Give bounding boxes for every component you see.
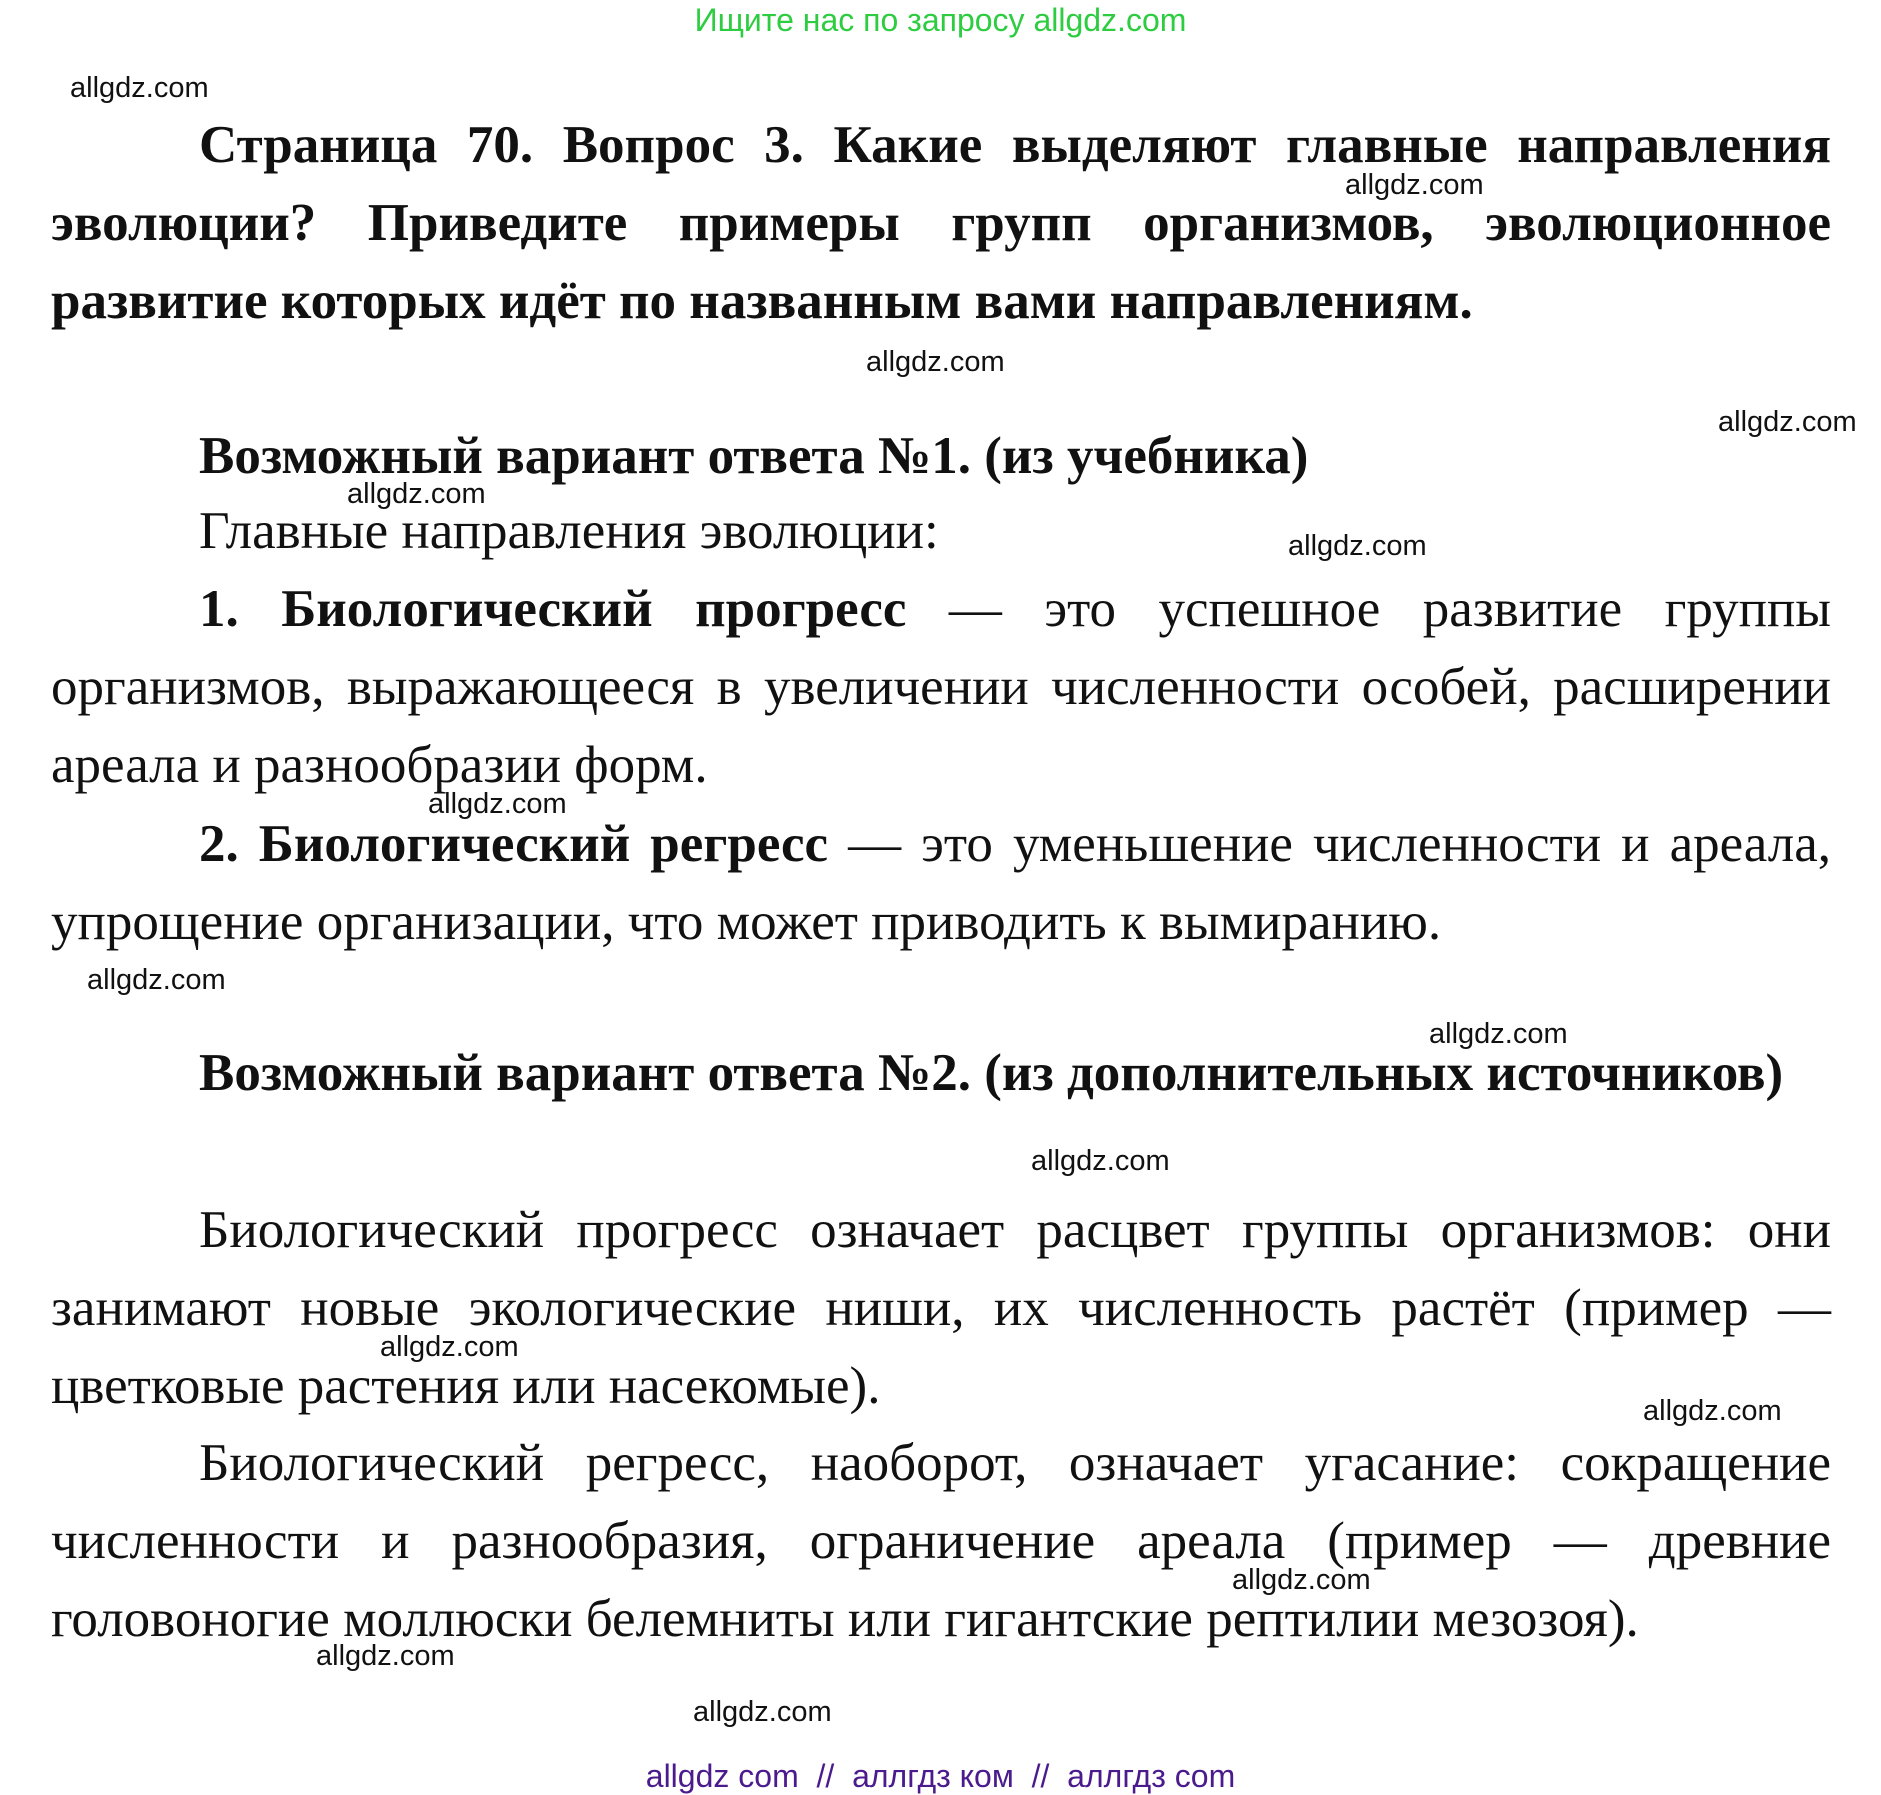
watermark: allgdz.com <box>70 72 209 104</box>
watermark: allgdz.com <box>428 788 567 820</box>
bottom-banner: allgdz com // аллгдз ком // аллгдз com <box>645 1758 1236 1794</box>
watermark: allgdz.com <box>1288 530 1427 562</box>
item2-text: — это уменьшение численности и ареала, упрощение организации, что может приводить к вымиранию. <box>51 815 1831 951</box>
answer1-item1 <box>51 570 1831 804</box>
answer1-intro: Главные направления эволюции: <box>199 502 939 560</box>
watermark: allgdz.com <box>316 1640 455 1672</box>
answer1-item2 <box>51 805 1831 961</box>
top-banner: Ищите нас по запросу allgdz.com <box>694 2 1187 38</box>
watermark: allgdz.com <box>1345 169 1484 201</box>
watermark: allgdz.com <box>1643 1395 1782 1427</box>
answer1-title: Возможный вариант ответа №1. (из учебника) <box>199 427 1309 485</box>
question-heading: Страница 70. Вопрос 3. Какие выделяют главные направления эволюции? Приведите примеры групп организмов, эволюционное развитие которых идёт по названным вами направлениям. <box>51 116 1831 330</box>
item2-term: 2. Биологический регресс <box>199 815 829 873</box>
watermark: allgdz.com <box>1031 1145 1170 1177</box>
watermark: allgdz.com <box>866 346 1005 378</box>
item1-text: — это успешное развитие группы организмов, выражающееся в увеличении численности особей, расширении ареала и разнообразии форм. <box>51 580 1831 794</box>
watermark: allgdz.com <box>1232 1564 1371 1596</box>
watermark: allgdz.com <box>1429 1018 1568 1050</box>
item1-term: 1. Биологический прогресс <box>199 580 907 638</box>
watermark: allgdz.com <box>347 478 486 510</box>
watermark: allgdz.com <box>87 964 226 996</box>
answer2-para2: Биологический регресс, наоборот, означает угасание: сокращение численности и разнообразия, ограничение ареала (пример — древние головоногие моллюски белемниты или гигантские рептилии мезозоя). <box>51 1434 1831 1648</box>
watermark: allgdz.com <box>693 1696 832 1728</box>
watermark: allgdz.com <box>1718 406 1857 438</box>
answer2-title: Возможный вариант ответа №2. (из дополнительных источников) <box>199 1044 1784 1102</box>
watermark: allgdz.com <box>380 1331 519 1363</box>
answer2-para1: Биологический прогресс означает расцвет группы организмов: они занимают новые экологические ниши, их численность растёт (пример — цветковые растения или насекомые). <box>51 1201 1831 1415</box>
